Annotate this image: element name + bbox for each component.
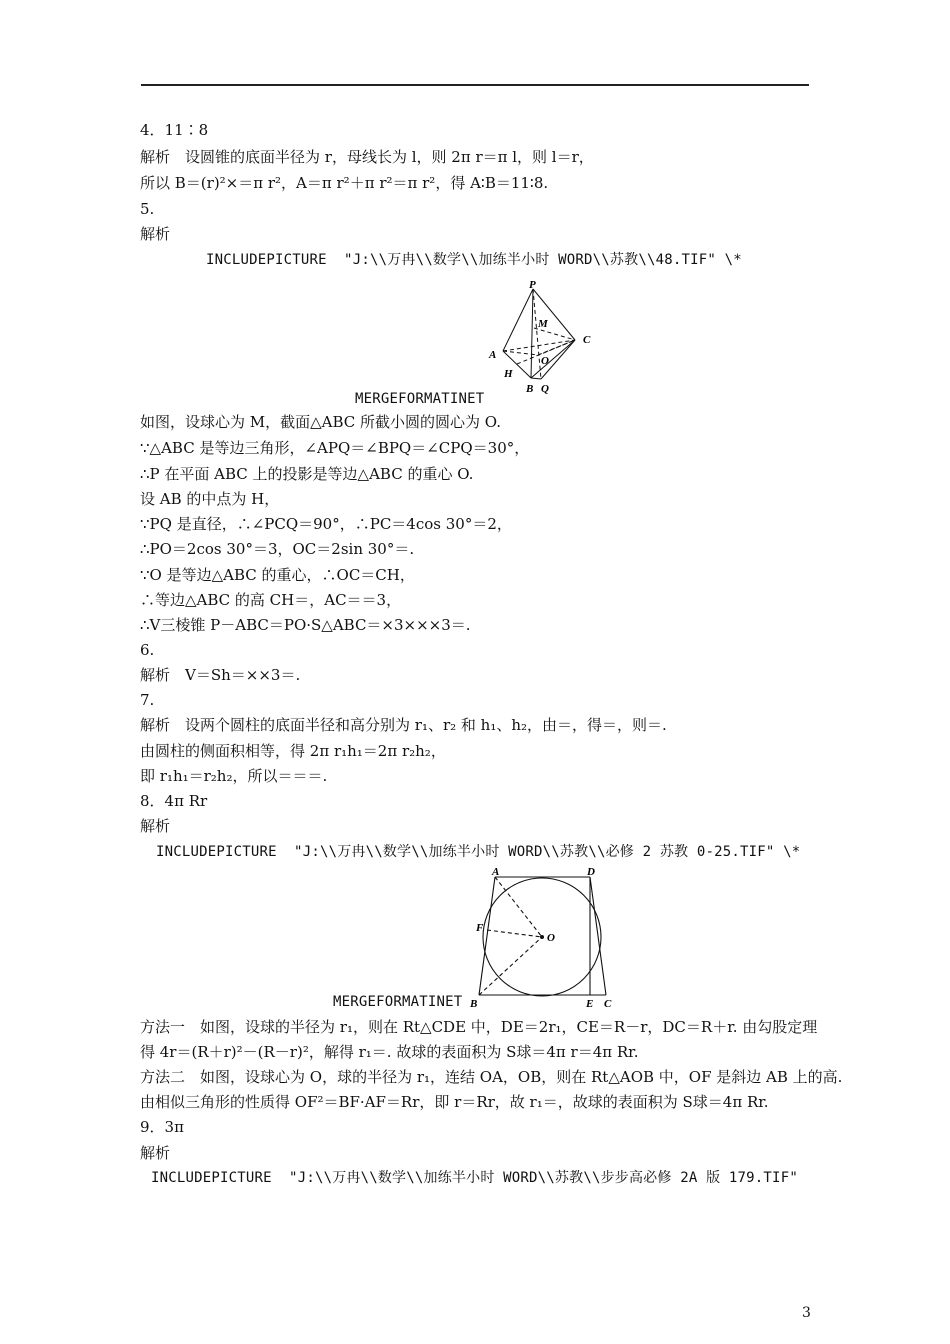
mergeformat-field: MERGEFORMATINET — [355, 391, 485, 407]
text-line: 设 AB 的中点为 H， — [140, 490, 280, 508]
edge-dc — [590, 877, 606, 995]
text-line: 解析 设两个圆柱的底面半径和高分别为 r₁、r₂ 和 h₁、h₂，由＝，得＝，则＝. — [140, 716, 667, 734]
page-number: 3 — [802, 1305, 811, 1321]
includepicture-field: INCLUDEPICTURE "J:\\万冉\\数学\\加练半小时 WORD\\苏教\\步步高必修 2A 版 179.TIF" — [151, 1170, 798, 1186]
text-line: 解析 设圆锥的底面半径为 r，母线长为 l，则 2π r＝π l，则 l＝r， — [140, 148, 594, 166]
diameter-pq — [533, 289, 541, 379]
text-line: ∴等边△ABC 的高 CH＝，AC＝＝3， — [140, 591, 402, 609]
text-line: 方法二 如图，设球心为 O，球的半径为 r₁，连结 OA，OB，则在 Rt△AOB 中，OF 是斜边 AB 上的高. — [140, 1068, 843, 1086]
label-f: F — [476, 922, 484, 934]
edge-pa — [503, 289, 533, 351]
analysis-label: 解析 — [140, 817, 171, 835]
analysis-label: 解析 — [140, 1144, 171, 1162]
header-rule — [141, 84, 809, 86]
label-c: C — [583, 334, 591, 346]
pyramid-sphere-figure — [483, 278, 598, 400]
segment-fo — [487, 930, 542, 937]
text-line: 由圆柱的侧面积相等，得 2π r₁h₁＝2π r₂h₂， — [140, 742, 446, 760]
label-e: E — [586, 998, 594, 1010]
answer-4: 4．11∶8 — [140, 121, 209, 139]
includepicture-field: INCLUDEPICTURE "J:\\万冉\\数学\\加练半小时 WORD\\苏教\\必修 2 苏教 0-25.TIF" \* — [156, 844, 801, 860]
text-line: ∴P 在平面 ABC 上的投影是等边△ABC 的重心 O. — [140, 465, 474, 483]
text-line: 方法一 如图，设球的半径为 r₁，则在 Rt△CDE 中，DE＝2r₁，CE＝R－r，DC＝R＋r. 由勾股定理 — [140, 1018, 818, 1036]
text-line: ∵△ABC 是等边三角形，∠APQ＝∠BPQ＝∠CPQ＝30°， — [140, 439, 530, 457]
label-h: H — [504, 368, 513, 380]
label-b: B — [470, 998, 478, 1010]
text-line: 解析 V＝Sh＝××3＝. — [140, 666, 301, 684]
edge-pc — [533, 289, 575, 340]
trapezoid-sphere-figure — [468, 865, 620, 1010]
text-line: 得 4r＝(R＋r)²－(R－r)²，解得 r₁＝. 故球的表面积为 S球＝4π r＝4π Rr. — [140, 1043, 639, 1061]
text-line: 如图，设球心为 M，截面△ABC 所截小圆的圆心为 O. — [140, 413, 501, 431]
label-c: C — [604, 998, 612, 1010]
label-o: O — [547, 932, 555, 944]
center-point — [540, 935, 544, 939]
segment-ao — [503, 351, 538, 355]
includepicture-field: INCLUDEPICTURE "J:\\万冉\\数学\\加练半小时 WORD\\苏教\\48.TIF" \* — [206, 252, 742, 268]
text-line: ∵O 是等边△ABC 的重心，∴OC＝CH， — [140, 566, 415, 584]
edge-bq — [531, 378, 541, 379]
edge-pb — [531, 289, 533, 378]
label-d: D — [587, 866, 595, 878]
text-line: 所以 B＝(r)²×＝π r²，A＝π r²＋π r²＝π r²，得 A∶B＝11∶8. — [140, 174, 549, 192]
text-line: 即 r₁h₁＝r₂h₂，所以＝＝＝. — [140, 767, 328, 785]
segment-ao — [495, 877, 542, 937]
text-line: ∵PQ 是直径，∴∠PCQ＝90°，∴PC＝4cos 30°＝2， — [140, 515, 512, 533]
text-line: ∴V三棱锥 P－ABC＝PO·S△ABC＝×3×××3＝. — [140, 616, 471, 634]
text-line: ∴PO＝2cos 30°＝3，OC＝2sin 30°＝. — [140, 540, 415, 558]
label-m: M — [538, 318, 548, 330]
answer-9: 9．3π — [140, 1118, 184, 1136]
label-p: P — [529, 279, 536, 291]
label-a: A — [492, 866, 500, 878]
answer-5: 5. — [140, 200, 155, 218]
edge-ab — [479, 877, 495, 995]
mergeformat-field: MERGEFORMATINET — [333, 994, 463, 1010]
answer-7: 7. — [140, 691, 155, 709]
label-b: B — [526, 383, 534, 395]
label-o: O — [541, 355, 549, 367]
label-a: A — [489, 349, 497, 361]
analysis-label: 解析 — [140, 225, 171, 243]
answer-8: 8．4π Rr — [140, 792, 208, 810]
label-q: Q — [541, 383, 549, 395]
answer-6: 6. — [140, 641, 155, 659]
text-line: 由相似三角形的性质得 OF²＝BF·AF＝Rr，即 r＝Rr，故 r₁＝，故球的表面积为 S球＝4π Rr. — [140, 1093, 769, 1111]
